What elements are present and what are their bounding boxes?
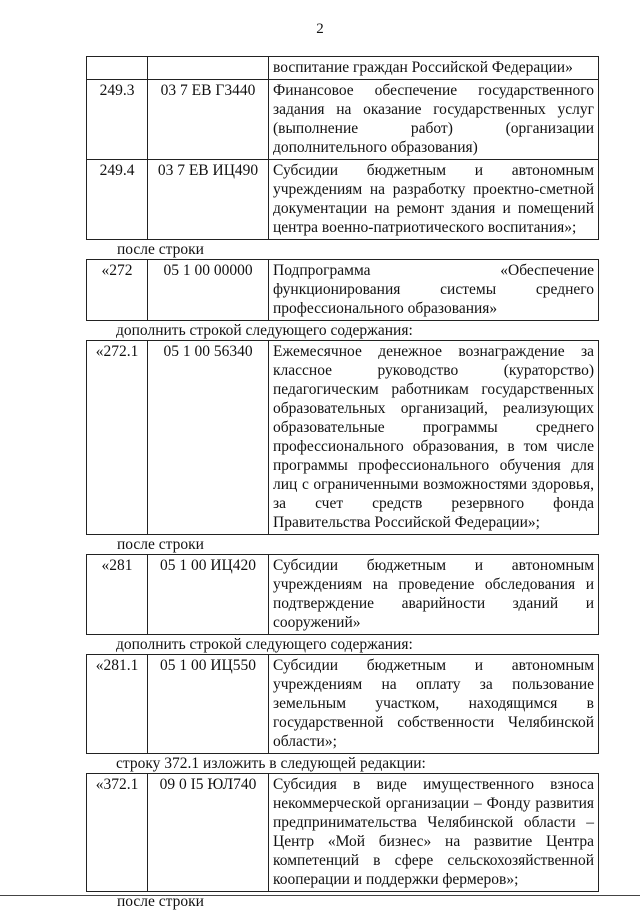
budget-table-row-281-1	[86, 654, 599, 754]
budget-table-row-281	[86, 554, 599, 635]
description-text: Субсидия в виде имущественного взноса некоммерческой организации – Фонду развития предпринимательства Челябинской области – Центр «Мой бизнес» на развитие Центра компетенций в сфере сельскохозяйственной кооперации и поддержки фермеров»;	[273, 776, 594, 888]
instruction-after-row: после строки	[117, 241, 204, 258]
budget-code-cell: 05 1 00 56340	[148, 341, 269, 535]
description-cell	[269, 57, 599, 80]
description-text: Финансовое обеспечение государственного задания на оказание государственных услуг (выполнение работ) (организации дополнительного образования)	[273, 82, 594, 156]
document-body	[86, 56, 599, 911]
row-number-cell: 249.3	[87, 80, 148, 160]
description-text: Подпрограмма «Обеспечение функционирования системы среднего профессионального образования»	[273, 262, 594, 317]
description-cell	[269, 774, 599, 892]
table-row	[87, 774, 599, 892]
description-text: Субсидии бюджетным и автономным учреждениям на проведение обследования и подтверждение аварийности зданий и сооружений»	[273, 557, 594, 631]
budget-table-continuation	[86, 56, 599, 240]
description-cell	[269, 341, 599, 535]
budget-table-row-272-1	[86, 340, 599, 535]
row-number-cell: 249.4	[87, 160, 148, 240]
description-cell	[269, 555, 599, 635]
row-number-cell: «272	[87, 260, 148, 321]
budget-code-cell: 05 1 00 ИЦ420	[148, 555, 269, 635]
page-bottom-rule	[0, 895, 640, 896]
row-number-cell: «281	[87, 555, 148, 635]
instruction-replace-row: строку 372.1 изложить в следующей редакции:	[116, 755, 426, 772]
row-number-cell	[87, 57, 148, 80]
description-text: Субсидии бюджетным и автономным учреждениям на оплату за пользование земельным участком, находящимся в государственной собственности Челябинской области»;	[273, 657, 594, 750]
budget-code-cell: 03 7 ЕВ ИЦ490	[148, 160, 269, 240]
table-row	[87, 341, 599, 535]
budget-code-cell: 03 7 ЕВ Г3440	[148, 80, 269, 160]
instruction-add-row: дополнить строкой следующего содержания:	[116, 636, 413, 653]
description-cell	[269, 655, 599, 754]
budget-table-row-272	[86, 259, 599, 321]
description-text: Ежемесячное денежное вознаграждение за классное руководство (кураторство) педагогическим работникам государственных образовательных организаций, реализующих образовательные программы среднего профессионального образования, в том числе программы профессионального обучения для лиц с ограниченными возможностями здоровья, за счет средств резервного фонда Правительства Российской Федерации»;	[273, 343, 594, 531]
budget-code-cell: 05 1 00 ИЦ550	[148, 655, 269, 754]
table-row	[87, 80, 599, 160]
instruction-add-row: дополнить строкой следующего содержания:	[116, 322, 413, 339]
instruction-after-row: после строки	[117, 536, 204, 553]
budget-table-row-372-1	[86, 773, 599, 892]
description-text: Субсидии бюджетным и автономным учреждениям на разработку проектно-сметной документации на ремонт здания и помещений центра военно-патриотического воспитания»;	[273, 162, 594, 236]
table-row	[87, 655, 599, 754]
description-cell	[269, 160, 599, 240]
row-number-cell: «281.1	[87, 655, 148, 754]
description-cell	[269, 260, 599, 321]
table-row	[87, 57, 599, 80]
table-row	[87, 260, 599, 321]
description-text: воспитание граждан Российской Федерации»	[273, 59, 573, 76]
budget-code-cell: 05 1 00 00000	[148, 260, 269, 321]
table-row	[87, 555, 599, 635]
instruction-after-row: после строки	[117, 893, 204, 910]
row-number-cell: «372.1	[87, 774, 148, 892]
table-row	[87, 160, 599, 240]
budget-code-cell: 09 0 I5 ЮЛ740	[148, 774, 269, 892]
budget-code-cell	[148, 57, 269, 80]
row-number-cell: «272.1	[87, 341, 148, 535]
page-number: 2	[316, 21, 324, 37]
description-cell	[269, 80, 599, 160]
